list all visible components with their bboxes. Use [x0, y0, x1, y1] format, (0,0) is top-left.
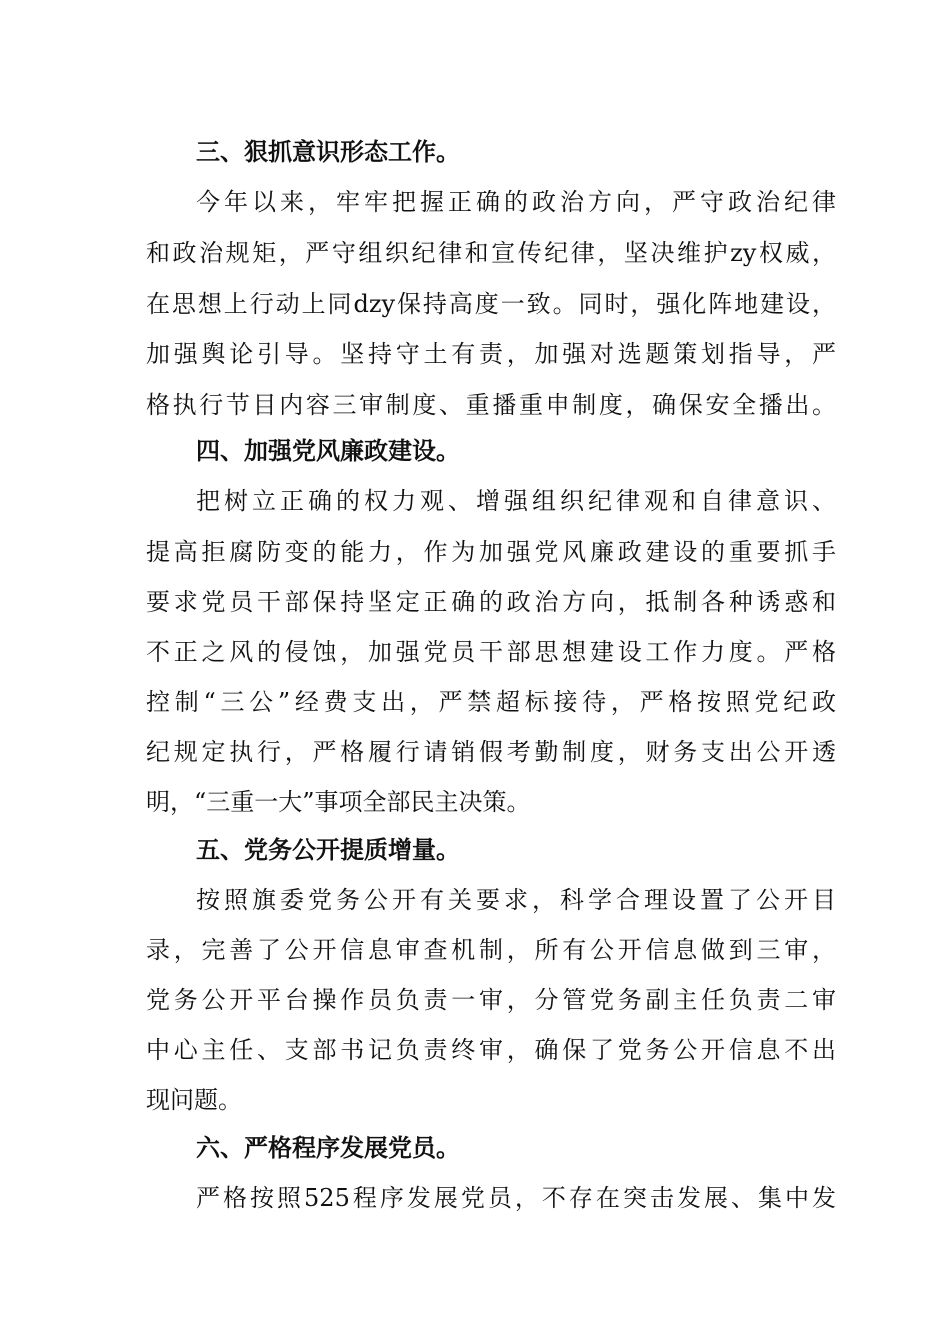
paragraph-line: 中心主任、支部书记负责终审，确保了党务公开信息不出 [146, 1036, 836, 1064]
paragraph-line: 不正之风的侵蚀，加强党员干部思想建设工作力度。严格 [146, 638, 836, 666]
section-heading: 六、严格程序发展党员。 [196, 1134, 460, 1162]
paragraph-line: 加强舆论引导。坚持守土有责，加强对选题策划指导，严 [146, 340, 836, 368]
section-heading: 四、加强党风廉政建设。 [196, 437, 460, 465]
paragraph-line: 要求党员干部保持坚定正确的政治方向，抵制各种诱惑和 [146, 588, 836, 616]
paragraph-line: 把树立正确的权力观、增强组织纪律观和自律意识、 [196, 487, 836, 515]
paragraph-line: 格执行节目内容三审制度、重播重申制度，确保安全播出。 [146, 391, 836, 419]
paragraph-line: 纪规定执行，严格履行请销假考勤制度，财务支出公开透 [146, 738, 836, 766]
paragraph-line: 在思想上行动上同dzy保持高度一致。同时，强化阵地建设， [146, 290, 836, 318]
paragraph-line: 今年以来，牢牢把握正确的政治方向，严守政治纪律 [196, 188, 836, 216]
paragraph-line: 录，完善了公开信息审查机制，所有公开信息做到三审， [146, 936, 836, 964]
paragraph-line: 和政治规矩，严守组织纪律和宣传纪律，坚决维护zy权威， [146, 239, 836, 267]
paragraph-line: 党务公开平台操作员负责一审，分管党务副主任负责二审 [146, 986, 836, 1014]
section-heading: 五、党务公开提质增量。 [196, 836, 460, 864]
paragraph-line: 严格按照525程序发展党员，不存在突击发展、集中发 [196, 1184, 836, 1212]
paragraph-line: 明，“三重一大”事项全部民主决策。 [146, 788, 531, 816]
paragraph-line: 提高拒腐防变的能力，作为加强党风廉政建设的重要抓手 [146, 538, 836, 566]
section-heading: 三、狠抓意识形态工作。 [196, 138, 460, 166]
paragraph-line: 按照旗委党务公开有关要求，科学合理设置了公开目 [196, 886, 836, 914]
paragraph-line: 控制“三公”经费支出，严禁超标接待，严格按照党纪政 [146, 688, 836, 716]
paragraph-line: 现问题。 [146, 1086, 242, 1114]
